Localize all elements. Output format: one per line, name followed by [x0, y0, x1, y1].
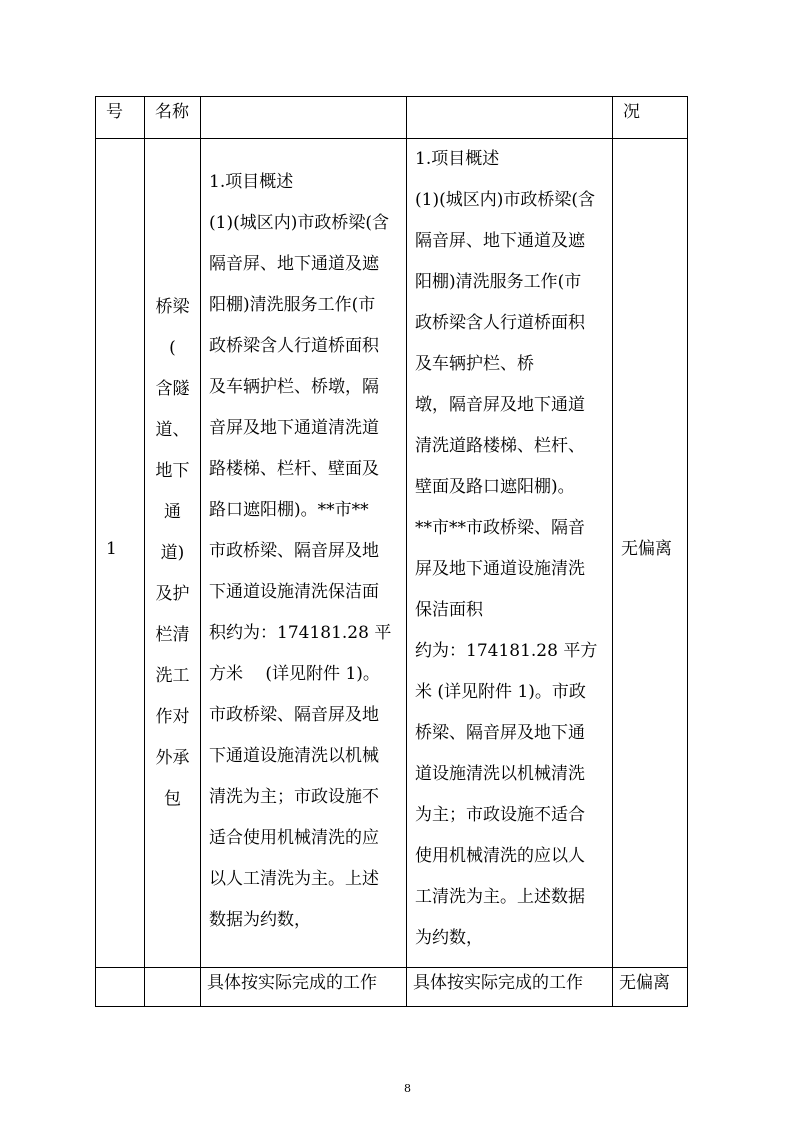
item-name	[145, 139, 200, 820]
header-cell-deviation: 况	[613, 97, 688, 139]
response-text-line: 1.项目概述	[415, 149, 500, 169]
item-name-line: 地下	[155, 461, 190, 481]
tender-text-line: 下通道设施清洗以机械	[209, 746, 379, 766]
response-text-line: 政桥梁含人行道桥面积	[415, 313, 585, 333]
header-cell-name: 名称	[145, 97, 201, 139]
tender-text-line: 音屏及地下通道清洗道	[209, 418, 379, 438]
deviation-cell: 无偏离	[613, 139, 688, 968]
response-text-line: 保洁面积	[415, 600, 483, 620]
tender-text-line: 隔音屏、地下通道及遮	[209, 254, 379, 274]
item-name-line: 道)	[160, 543, 185, 563]
item-name-line: 桥梁	[155, 297, 190, 317]
header-cell-tender	[201, 97, 407, 139]
item-name-line: 及护	[155, 584, 190, 604]
tender-text-line: 1.项目概述	[209, 172, 294, 192]
tender-text-line: 适合使用机械清洗的应	[209, 828, 379, 848]
item-name-line: 道、	[155, 420, 190, 440]
response-text-line: 使用机械清洗的应以人	[415, 846, 585, 866]
response-text-line: 工清洗为主。上述数据	[415, 887, 585, 907]
tender-text-line: 阳棚)清洗服务工作(市	[209, 295, 376, 315]
row-number-cell: 1	[96, 139, 145, 968]
table-row	[96, 968, 688, 1007]
item-name-line: 包	[164, 789, 181, 809]
item-name-line: 通	[164, 502, 181, 522]
table-header-row	[96, 97, 688, 139]
response-text-line: 为主；市政设施不适合	[415, 805, 585, 825]
specification-table	[95, 96, 688, 1007]
header-cell-number: 号	[96, 97, 145, 139]
response-text-line: **市**市政桥梁、隔音	[415, 518, 585, 538]
item-name-cell	[145, 968, 201, 1007]
bid-response-cell	[407, 139, 613, 968]
response-text-line: 壁面及路口遮阳棚)。	[415, 477, 575, 497]
tender-text-line: 政桥梁含人行道桥面积	[209, 336, 379, 356]
item-name-cell	[145, 139, 201, 968]
item-name-line: 洗工	[155, 666, 190, 686]
response-text-line: 桥梁、隔音屏及地下通	[415, 723, 585, 743]
item-name-line: 栏清	[155, 625, 190, 645]
response-text-line: (1)(城区内)市政桥梁(含	[415, 190, 595, 210]
bid-response-text	[407, 139, 612, 959]
deviation-cell: 无偏离	[613, 968, 688, 1007]
item-name-line: (	[169, 338, 176, 358]
response-text-line: 道设施清洗以机械清洗	[415, 764, 585, 784]
tender-text-line: 方米 (详见附件 1)。	[209, 664, 380, 684]
tender-text-line: 数据为约数，	[209, 910, 311, 930]
response-text-line: 阳棚)清洗服务工作(市	[415, 272, 582, 292]
table-row	[96, 139, 688, 968]
response-text-line: 约为：174181.28 平方	[415, 641, 598, 661]
tender-text-line: 清洗为主；市政设施不	[209, 787, 379, 807]
tender-text-line: (1)(城区内)市政桥梁(含	[209, 213, 389, 233]
tender-text-line: 积约为：174181.28 平	[209, 623, 392, 643]
response-text-line: 及车辆护栏、桥	[415, 354, 534, 374]
item-name-line: 作对	[155, 707, 190, 727]
tender-requirement-cell: 具体按实际完成的工作	[201, 968, 407, 1007]
bid-response-cell: 具体按实际完成的工作	[407, 968, 613, 1007]
tender-requirement-text	[201, 139, 406, 941]
row-number-cell	[96, 968, 145, 1007]
response-text-line: 清洗道路楼梯、栏杆、	[415, 436, 585, 456]
tender-text-line: 路楼梯、栏杆、壁面及	[209, 459, 379, 479]
response-text-line: 屏及地下通道设施清洗	[415, 559, 585, 579]
response-text-line: 隔音屏、地下通道及遮	[415, 231, 585, 251]
header-cell-response	[407, 97, 613, 139]
tender-text-line: 路口遮阳棚)。**市**	[209, 500, 369, 520]
tender-requirement-cell	[201, 139, 407, 968]
response-text-line: 为约数，	[415, 928, 483, 948]
response-text-line: 墩，隔音屏及地下通道	[415, 395, 585, 415]
tender-text-line: 及车辆护栏、桥墩，隔	[209, 377, 379, 397]
page-number: 8	[404, 1082, 411, 1095]
tender-text-line: 以人工清洗为主。上述	[209, 869, 379, 889]
response-text-line: 米 (详见附件 1)。市政	[415, 682, 586, 702]
tender-text-line: 市政桥梁、隔音屏及地	[209, 541, 379, 561]
item-name-line: 含隧	[155, 379, 190, 399]
item-name-line: 外承	[155, 748, 190, 768]
tender-text-line: 市政桥梁、隔音屏及地	[209, 705, 379, 725]
tender-text-line: 下通道设施清洗保洁面	[209, 582, 379, 602]
